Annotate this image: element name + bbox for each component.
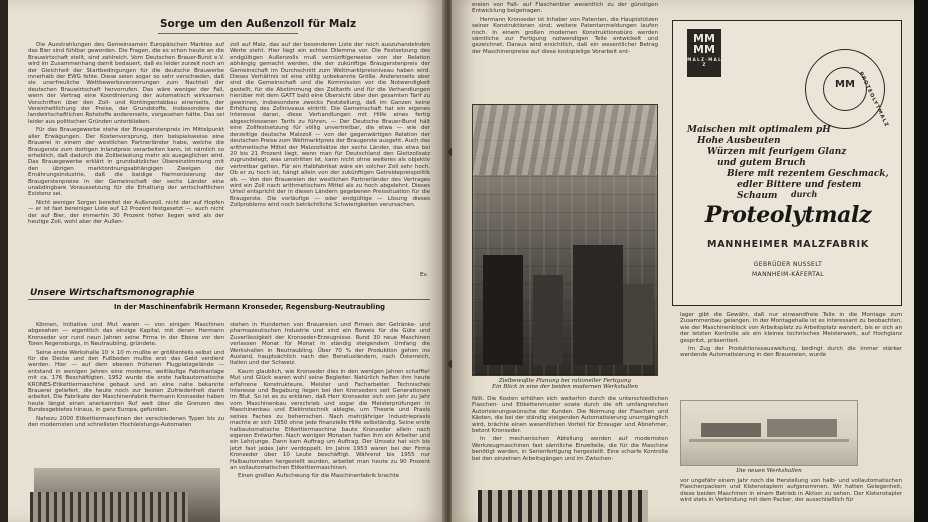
paragraph: Für das Brauegewerbe stehe der Braugerstenpreis im Mittelpunkt aller Erwägungen. Der Kostenvorsprung, den beispielsweise eine Brauerei in einem der westlichen Partnerländer habe, welche die Braugerste zum dortigen Inlandpreis verarbeiten kann, ist nämlich so erheblich, daß dadurch die Zollbelastung mehr als ausgeglichen wird. Das Brauegewerbe erklärt in grundsätzlicher Übereinstimmung mit den übrigen marktordnungsabhängigen Zweigen der Ernährungsindustrie, daß die baldige Harmonisierung der Braugerstenpreise in der Gemeinschaft der sechs Länder eine unabdingbare Voraussetzung für die Erhaltung der wirtschaftlichen Existenz sei. xyxy=(28,127,224,198)
paragraph: stehen in Hunderten von Brauereien und Firmen der Getränke- und pharmazeutischen Industrie und sind ein Beweis für die Güte und Zuverlässigkeit der Kronseder-Erzeugnisse. Rund 30 neue Maschinen verlassen Monat für Monat in ständig steigendem Umfang die Werkshallen in Neutraubling. Über 70 % der Produktion gehen ins Ausland, hauptsächlich nach den Beneluxländern, nach Österreich, Italien und der Schweiz. xyxy=(230,322,430,367)
building-shape xyxy=(701,423,761,437)
headline-underline xyxy=(158,33,298,34)
paragraph: lager gibt die Gewähr, daß nur einwandfreie Teile in die Montage zum Zusammenbau gelangen. In der Montagehalle ist es interessant zu beobachten, wie der Maschinenblock von Arbeitsplatz zu Arbeitsplatz wandert, bis er sich an der letzten Kontrolle als ein kleines technisches Meisterwerk, auf Hochglanz gespritzt, präsentiert. xyxy=(680,312,902,344)
caption-line: Zielbewußte Planung bei rationeller Fertigung xyxy=(498,378,632,384)
company-subline: GEBRÜDER NUSSELT xyxy=(753,261,823,268)
machine-shape xyxy=(573,245,623,365)
slogan-line: Maischen mit optimalem pH xyxy=(687,125,831,135)
machine-shape xyxy=(533,275,563,365)
building-shape xyxy=(767,419,837,437)
machine-photo-bottom-detail xyxy=(30,492,188,522)
slogan-line: und gutem Bruch xyxy=(717,158,806,168)
section-divider xyxy=(28,299,430,300)
slogan-line: Würzen mit feurigem Glanz xyxy=(707,147,847,157)
article-headline: Sorge um den Außenzoll für Malz xyxy=(160,18,357,30)
paragraph: ereien von Faß- auf Flaschenbier wesentlich zu der günstigen Entwicklung beigetragen. xyxy=(472,2,658,15)
paragraph: Hermann Kronseder ist Inhaber von Patenten, die Hauptstützen seiner Konstruktionen sind; weitere Patentanmeldungen laufen noch. In einem großen modernen Konstruktionsbüro werden sämtliche zur Fertigung notwendigen Teile entwickelt und gezeichnet. Daraus wird ersichtlich, daß ein wesentlicher Betrag der Maschinenpreise auf diese kostspielige Vorarbeit ent- xyxy=(472,16,658,55)
paragraph: Kaum glaublich, wie Kronseder dies in den wenigen Jahren schaffte! Mut und Glück waren wohl seine Begleiter. Natürlich helfen ihm heute erfahrene Konstrukteure, Meister und Facharbeiter. Technisches Interesse und Begabung liegen bei den Kronseders seit Generationen im Blut. So ist es zu erklären, daß Herr Kronseder sich von Jahr zu Jahr vom Maschinenbau verschrieb und sogar die Meisterprüfungen in Maschinenbau und Elektrotechnik ablegte, um Theorie und Praxis seines Faches zu beherrschen. Nach mehrjähriger Industriepraxis machte er sich 1950 ohne jede finanzielle Hilfe selbständig. Seine erste halbautomatische Etikettiermaschine baute Kronseder allein nach eigenen Entwürfen. Nach wenigen Monaten halfen ihm ein Arbeiter und ein Lehrjunge. Dann kam Auftrag um Auftrag. Der Umsatz hat sich bis jetzt fast jedes Jahr verdoppelt. Im Jahre 1953 waren bei der Firma Kronseder über 10 Leute beschäftigt. Während bis 1955 nur Halbautomaten hergestellt wurden, arbeitet man heute zu 90 Prozent an vollautomatischen Etikettiermaschinen. xyxy=(230,368,430,471)
paragraph: Einen großen Aufschwung für die Maschinenfabrik brachte xyxy=(238,473,400,480)
logo-letters: MM xyxy=(693,32,715,45)
paragraph: zoll auf Malz, das auf der besonderen Liste der noch auszuhandelnden Werte steht. Hier liegt ein echtes Dilemma vor. Die Festsetzung des endgültigen Außenzolls muß vernünftigerweise von der Relation abhängig gemacht werden, die der zukünftige Braugerstenpreis der Gemeinschaft im Durchschnitt zum Weltmarktpreisniveau haben wird. Dieses Verhältnis ist eine völlig unbekannte Größe. Andererseits aber sind die Gemeinschaft und die Kommission vor die Notwendigkeit gestellt, für die Abstimmung des Zolltarifs und für die Verhandlungen hierüber mit dem GATT bald eine Übersicht über den gesamten Tarif zu gewinnen, insbesondere zwecks Feststellung, daß im Ganzen keine Erhöhung des Zollniveaus eintritt. Die Gemeinschaft hat ein eigenes Interesse daran, diese Verhandlungen mit Hilfe eines fertig abgeschlossenen Tarifs zu führen. — Der Deutsche Brauer-Bund hält eine Zollfestsetzung für völlig unvertretbar, die etwa — wie der derzeitige deutsche Malzzoll — von der gegenwärtigen Relation der deutschen Preise zum Weltmarktpreis der Braugerste ausgeht. Auch das arithmetische Mittel der Malzzollsätze der sechs Länder, das etwa bei 20 bis 21 Prozent liegt, wenn man für Deutschland den Gleitzollsatz zugrundelegt, was umstritten ist, kann nicht ohne weiteres als objektiv vertretbar gelten. Für ein Halbfabrikat wäre ein solcher Zoll sehr hoch. Ob er zu hoch ist, hängt allein von der zukünftigen Getreidepreispolitik ab. — Von den Brauereien der westlichen Partnerländer des Vertrages wird ein Zoll nach arithmetischem Mittel als zu hoch abgelehnt. Dieses Urteil entspricht der in diesen Ländern gegebenen Preissituation für die Braugerste. Die vorläufige — oder endgültige — Lösung dieses Zollproblems wird noch beträchtliche Schwierigkeiten verursachen. xyxy=(230,42,430,209)
continued-column-right xyxy=(680,312,902,396)
mm-logo xyxy=(687,29,721,77)
ad-durch: durch xyxy=(791,189,818,199)
monograph-column-2 xyxy=(230,322,430,522)
paragraph: Nicht weniger Sorgen bereitet der Außenzoll, nicht der auf Hopfen — er ist fast bereiniger Liste auf 12 Prozent festgesetzt —, auch nicht der auf Bier, der immerhin 30 Prozent höher liegen wird als der heutige Zoll, wohl aber der Außen- xyxy=(28,199,224,225)
brand-name: Proteolytmalz xyxy=(704,202,872,228)
photo-caption xyxy=(472,378,658,391)
new-workshop-photo xyxy=(680,400,858,466)
right-page xyxy=(452,0,914,522)
machine-shape xyxy=(483,255,523,365)
section-subtitle: In der Maschinenfabrik Hermann Kronseder, Regensburg-Neutraubling xyxy=(114,303,386,311)
left-page xyxy=(8,0,444,522)
slogan-line: Hohe Ausbeuten xyxy=(697,136,781,146)
machine-photo-bottom xyxy=(478,490,648,522)
continued-column-top xyxy=(472,2,658,100)
company-address: MANNHEIM-KÄFERTAL xyxy=(751,271,825,278)
factory-hall-photo xyxy=(472,104,658,376)
paragraph: Im Zug der Produktionssausweitung, bedingt durch die immer stärker werdende Automatisierung in den Brauereien, wurde xyxy=(680,346,902,359)
proteolytmalz-advertisement xyxy=(672,20,902,306)
slogan-line: edler Bittere und festem Schaum xyxy=(737,180,862,201)
page-edge xyxy=(914,0,928,522)
slogan-line: Biere mit rezentem Geschmack, xyxy=(727,169,889,179)
logo-letters: MM xyxy=(693,43,715,56)
paragraph: Seine erste Werkshalle 10 × 10 m mußte er größtenteils selbst und für die Decke und den Fußboden mußte erst das Geld verdient werden. Hier — auf dem ebenen früheren Flugplatzgelände — entstand in wenigen Jahren eine moderne, weitläufige Fabrikanlage mit ca. 176 Beschäftigten. 1952 wurde die erste halbautomatische KRONES-Etikettiermaschine gebaut und an eine nahe bekannte Brauerei geliefert, die heute noch zur besten Zufriedenheit damit arbeitet. Die Fabrikate der Maschinenfabrik Hermann Kronseder haben heute längst einen anerkannten Ruf weit über die Grenzen des Bundesgebietes hinaus, in ganz Europa, gefunden. xyxy=(28,349,224,414)
seal-ring-text: PROTEOLYTMALZ xyxy=(857,71,890,129)
ground-line xyxy=(689,439,849,442)
seal-letters: MM xyxy=(835,79,855,90)
company-name: MANNHEIMER MALZFABRIK xyxy=(707,239,869,250)
monograph-column-1 xyxy=(28,322,224,472)
paragraph: In der mechanischen Abteilung werden auf modernsten Werkzeugmaschinen fast sämtliche Einzelteile, die für die Maschine benötigt werden, in Serienfertigung hergestellt. Eine scharfe Kontrolle bei den einzelnen Arbeitsgängen und im Zwischen- xyxy=(472,436,668,462)
paragraph: Können, Initiative und Mut waren — von einigen Maschinen abgesehen — eigentlich das einzige Kapital, mit denen Hermann Kronseder vor rund neun Jahren seine Firma in der Ebene vor den Toren Regensburgs, in Neutraubling, gründete. xyxy=(28,322,224,348)
caption-line: Ein Blick in eine der beiden modernen Werkshallen xyxy=(492,384,638,391)
paragraph: vor ungefähr einem Jahr noch die Herstellung von halb- und vollautomatischen Flaschenpackern und Kistenstaplern aufgenommen. Wir hatten Gelegenheit, diese beiden Maschinen in einem Betrieb in Aktion zu sehen. Der Kistenstapler wird stets in Verbindung mit dem Packer, der ausschließlich für xyxy=(680,478,902,504)
hall-roof xyxy=(473,105,657,175)
article-signature: Ev. xyxy=(419,272,428,278)
logo-small-text: M A L Z · M A L Z xyxy=(687,57,721,67)
continued-column-bottom xyxy=(680,478,902,522)
paragraph: Die Ausstrahlungen des Gemeinsamen Europäischen Marktes auf das Bier sind fühlbar geworden. Die Fragen, die es schon heute an die Brauwirtschaft stellt, sind zahlreich. Vom Deutschen Brauer-Bund e.V. wird im Zusammenhang damit bedauert, daß es leider zurzeit noch an der Gleichheit der Startbedingungen für die deutsche Brauwerbe innerhalb der EWG fehle. Diese seien sogar so sehr verschieden, daß sie unerfreuliche Wettbewerbsverzerrungen zum Nachteil der deutschen Brauwirtschaft hervorrufen. Das wäre weniger der Fall, wenn der Vertrag eine Koordinierung der automatisch wirksamen Vorschriften über den Zoll- und Kontingentabbau einerseits, der Vereinheitlichung der Preise, der Grundstoffe, insbesondere der landwirtschaftlichen Rohstoffe andererseits, vorgesehen hätte. Das sei leider aus politischen Gründen unterblieben. xyxy=(28,42,224,125)
building-caption: Die neuen Werkshallen xyxy=(736,468,802,474)
article-column-2 xyxy=(230,42,430,276)
section-title: Unsere Wirtschaftsmonographie xyxy=(30,288,195,298)
paragraph: Nahezu 2000 Etikettiermaschinen der verschiedenen Typen bis zu den modernsten und schnellsten Hochleistungs-Automaten xyxy=(28,415,224,429)
paragraph: fällt. Die Kosten erhöhen sich weiterhin durch die unterschiedlichen Flaschen- und Etikettenmuster sowie durch die oft umfangreichen Autorisierungswünsche der Kunden. Die Normung der Flaschen und Kästen, die bei der ständig steigenden Automatisierung unumgänglich wird, brächte einen wesentlichen Vorteil für Erzeuger und Abnehmer, betont Kronseder. xyxy=(472,396,668,435)
machine-shape xyxy=(623,285,653,365)
article-column-1 xyxy=(28,42,224,282)
